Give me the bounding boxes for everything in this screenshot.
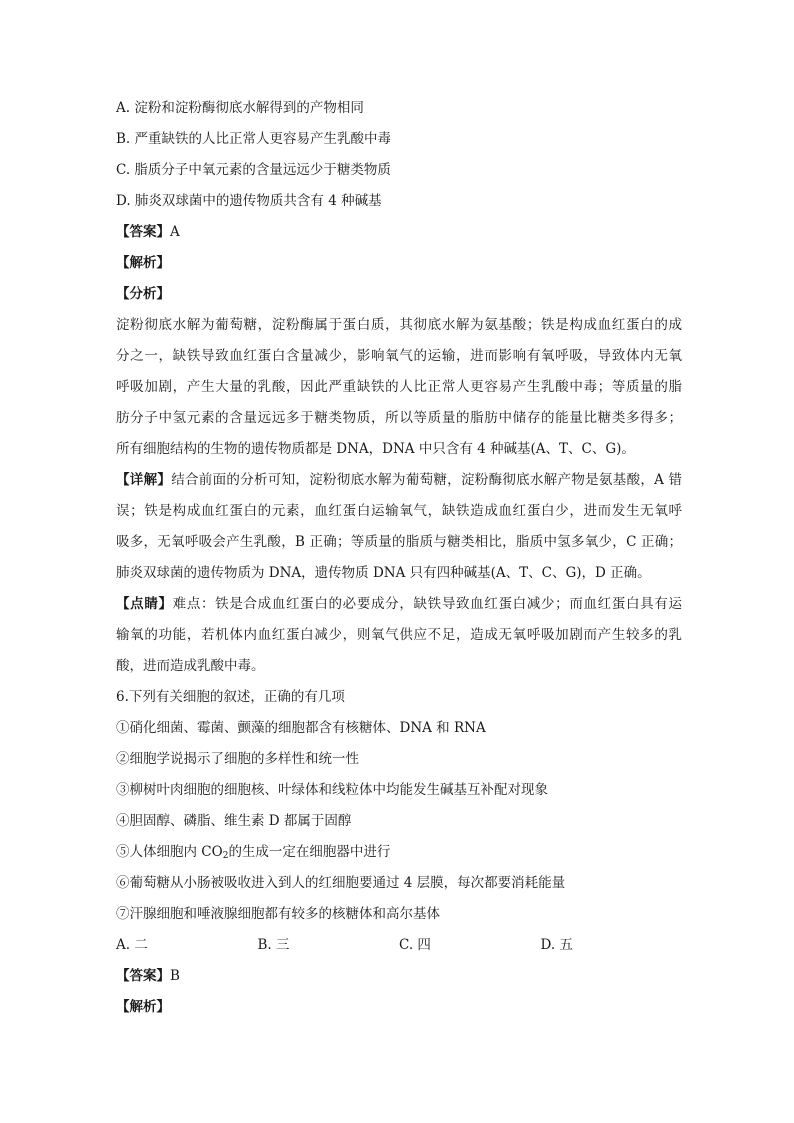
q6-answer-label: 【答案】 <box>116 968 170 984</box>
q6-item-1: ①硝化细菌、霉菌、颤藻的细胞都含有核糖体、DNA 和 RNA <box>116 720 486 736</box>
q5-point-label: 【点睛】 <box>116 596 173 612</box>
q5-option-a: A. 淀粉和淀粉酶彻底水解得到的产物相同 <box>116 100 364 116</box>
q5-answer-label: 【答案】 <box>116 224 170 240</box>
q5-detail-line: 肺炎双球菌的遗传物质为 DNA，遗传物质 DNA 只有四种碱基(A、T、C、G)，D 正确。 <box>116 565 651 581</box>
q5-fenxi-line: 肪分子中氢元素的含量远远多于糖类物质，所以等质量的脂肪中储存的能量比糖类多得多； <box>116 410 682 426</box>
q5-detail-line: 结合前面的分析可知，淀粉彻底水解为葡萄糖，淀粉酶彻底水解产物是氨基酸，A 错 <box>171 472 683 488</box>
q5-point-line-first <box>116 594 682 625</box>
q5-detail-text <box>116 470 682 594</box>
q5-fenxi-line: 淀粉彻底水解为葡萄糖，淀粉酶属于蛋白质，其彻底水解为氨基酸；铁是构成血红蛋白的成 <box>116 317 682 333</box>
q5-detail-line: 吸多，无氧呼吸会产生乳酸，B 正确；等质量的脂质与糖类相比，脂质中氢多氧少，C 正确； <box>116 534 682 550</box>
q5-analysis-label: 【解析】 <box>116 255 170 271</box>
q5-fenxi-line: 呼吸加剧，产生大量的乳酸，因此严重缺铁的人比正常人更容易产生乳酸中毒；等质量的脂 <box>116 379 682 395</box>
q6-item-5-sub: 2 <box>222 851 229 861</box>
q6-item-2: ②细胞学说揭示了细胞的多样性和统一性 <box>116 751 359 767</box>
q6-choice-a: A. 二 <box>116 937 148 953</box>
q6-item-4: ④胆固醇、磷脂、维生素 D 都属于固醇 <box>116 813 352 829</box>
q6-item-5-pre: ⑤人体细胞内 CO <box>116 844 223 860</box>
q5-detail-label: 【详解】 <box>116 472 172 488</box>
q5-point-line: 输氧的功能，若机体内血红蛋白减少，则氧气供应不足，造成无氧呼吸加剧而产生较多的乳 <box>116 627 682 643</box>
q6-item-5 <box>116 842 682 873</box>
q6-answer <box>116 966 682 997</box>
q5-option-b: B. 严重缺铁的人比正常人更容易产生乳酸中毒 <box>116 131 392 147</box>
q5-fenxi-label: 【分析】 <box>116 286 170 302</box>
q6-item-3: ③柳树叶肉细胞的细胞核、叶绿体和线粒体中均能发生碱基互补配对现象 <box>116 782 548 798</box>
document-page <box>116 98 682 1028</box>
q5-fenxi-line: 所有细胞结构的生物的遗传物质都是 DNA，DNA 中只含有 4 种碱基(A、T、C、G)。 <box>116 441 635 457</box>
q5-answer-value: A <box>170 224 180 240</box>
q6-stem: 6.下列有关细胞的叙述，正确的有几项 <box>116 689 345 705</box>
q5-fenxi-text <box>116 315 682 470</box>
q5-point-line: 酸，进而造成乳酸中毒。 <box>116 658 265 674</box>
q5-detail-line: 误；铁是构成血红蛋白的元素，血红蛋白运输氧气，缺铁造成血红蛋白少，进而发生无氧呼 <box>116 503 682 519</box>
q5-option-c: C. 脂质分子中氧元素的含量远远少于糖类物质 <box>116 162 391 178</box>
q6-item-7: ⑦汗腺细胞和唾液腺细胞都有较多的核糖体和高尔基体 <box>116 906 440 922</box>
q6-item-5-post: 的生成一定在细胞器中进行 <box>228 844 391 860</box>
q6-choice-d: D. 五 <box>540 937 573 953</box>
q5-point-line: 难点：铁是合成血红蛋白的必要成分，缺铁导致血红蛋白减少；而血红蛋白具有运 <box>172 596 683 612</box>
q6-choices <box>116 935 682 966</box>
q5-answer <box>116 222 682 253</box>
q6-answer-value: B <box>170 968 180 984</box>
q5-option-d: D. 肺炎双球菌中的遗传物质共含有 4 种碱基 <box>116 193 382 209</box>
q6-item-6: ⑥葡萄糖从小肠被吸收进入到人的红细胞要通过 4 层膜，每次都要消耗能量 <box>116 875 566 891</box>
q6-choice-c: C. 四 <box>399 937 431 953</box>
q6-analysis-label: 【解析】 <box>116 999 170 1015</box>
q6-choice-b: B. 三 <box>257 937 290 953</box>
q5-point-text <box>116 594 682 687</box>
q5-detail-line-first <box>116 470 682 501</box>
q5-fenxi-line: 分之一，缺铁导致血红蛋白含量减少，影响氧气的运输，进而影响有氧呼吸，导致体内无氧 <box>116 348 682 364</box>
